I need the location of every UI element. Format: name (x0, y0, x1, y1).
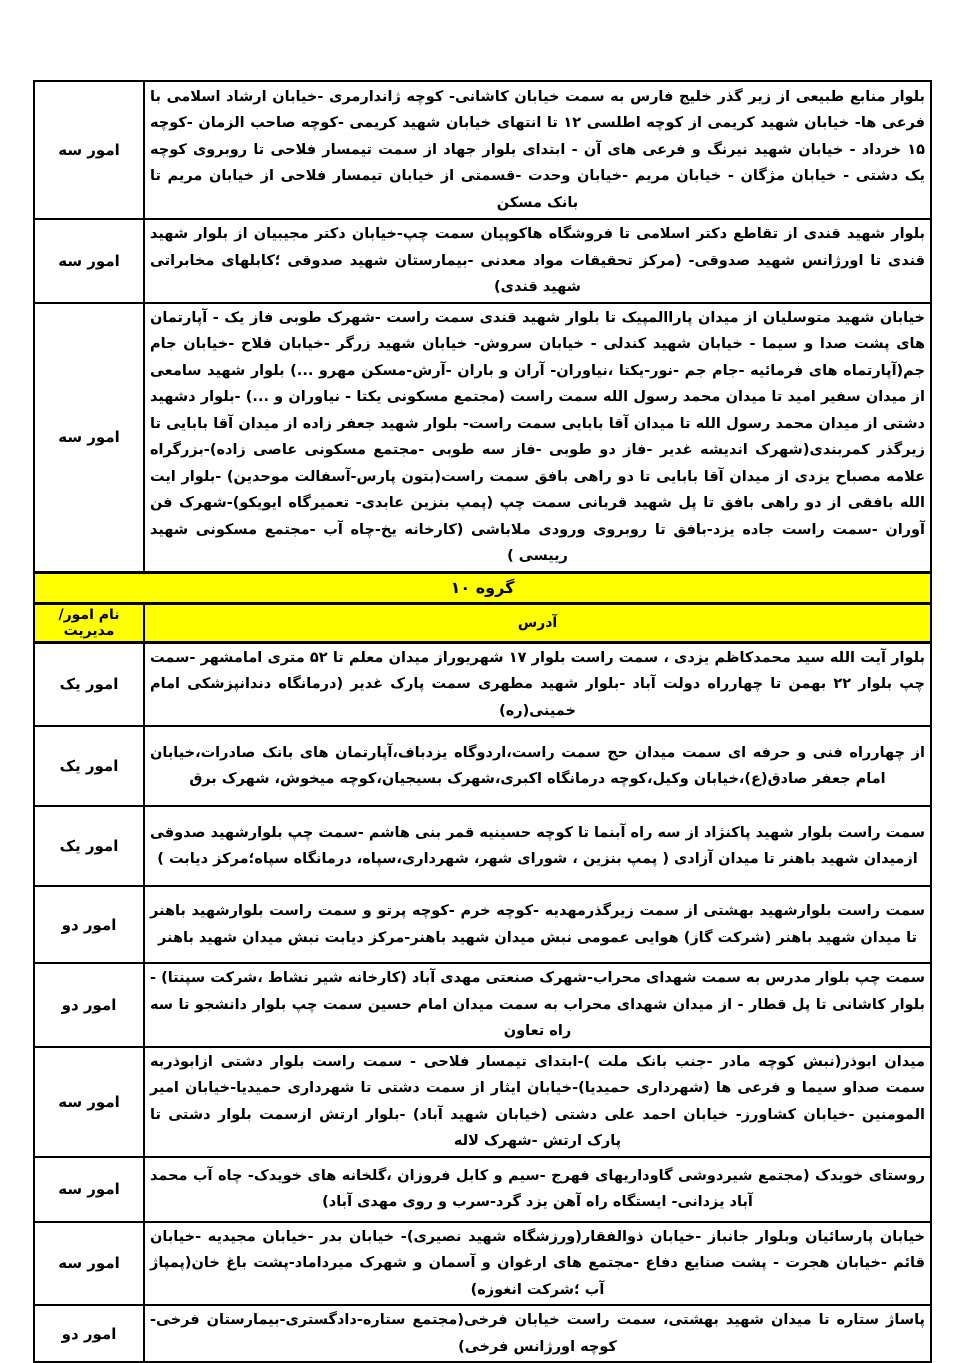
table-row (34, 806, 931, 886)
outage-table (33, 80, 932, 1363)
management-cell: امور سه (34, 81, 144, 219)
address-cell: خیابان شهید متوسلیان از میدان پاراالمپیک تا بلوار شهید قندی سمت راست -شهرک طوبی فاز یک - آپارتمان های پشت صدا و سیما - خیابان شهید کندلی - خیابان سروش- خیابان شهید زرگر -خیابان فلاح -خیابان جام جم(آپارتماه های فرمائیه -جام جم -نور-یکتا ،نیاوران- آران و باران -آرش-مسکن مهرو ...) بلوار شهید سامعی از میدان سفیر امید تا میدان محمد رسول الله سمت راست (مجتمع مسکونی یکتا - نیاوران و ...) -بلوار دشهید دشتی از میدان محمد رسول الله تا میدان آقا بابایی سمت راست- بلوار شهید جعفر زاده از میدان آقا بابایی تا زیرگذر کمربندی(شهرک اندیشه غدیر -فاز دو طوبی -فاز سه طوبی -مجتمع مسکونی عاصی زاده)-بزرگراه علامه مصباح یزدی از میدان آقا بابایی تا دو راهی بافق سمت راست(بتون پارس-آسفالت موحدین) -بلوار ایت الله بافقی از دو راهی بافق تا پل شهید قربانی سمت چپ (پمپ بنزین عابدی- تعمیرگاه ایویکو)-شهرک فن آوران -سمت راست جاده یزد-بافق تا روبروی ورودی ملاباشی (کارخانه یخ-چاه آب -مجتمع مسکونی شهید رییسی ) (144, 303, 931, 573)
table-row (34, 1157, 931, 1222)
management-cell: امور یک (34, 806, 144, 886)
table-row (34, 642, 931, 726)
table-row (34, 1047, 931, 1157)
address-cell: از چهارراه فنی و حرفه ای سمت میدان حج سمت راست،اردوگاه یزدباف،آپارتمان های بانک صادرات،خیابان امام جعفر صادق(ع)،خیابان وکیل،کوچه درمانگاه اکبری،شهرک بسیجیان،کوچه میخوش، شهرک برق (144, 726, 931, 806)
address-cell: روستای خویدک (مجتمع شیردوشی گاوداریهای فهرج -سیم و کابل فروزان ،گلخانه های خویدک- چاه آب محمد آباد یزدانی- ایستگاه راه آهن یزد گرد-سرب و روی مهدی آباد) (144, 1157, 931, 1222)
management-cell: امور سه (34, 1047, 144, 1157)
outage-schedule-sheet (33, 80, 932, 1363)
column-header-address: آدرس (144, 603, 931, 642)
management-cell: امور دو (34, 1305, 144, 1362)
address-cell: بلوار شهید قندی از تقاطع دکتر اسلامی تا فروشگاه هاکوپیان سمت چپ-خیابان دکتر مجیبیان از بلوار شهید قندی تا اورژانس شهید صدوقی- (مرکز تحقیقات مواد معدنی -بیمارستان شهید صدوقی ؛کابلهای مخابراتی شهید قندی) (144, 219, 931, 303)
group-header: گروه ۱۰ (34, 572, 931, 603)
management-cell: امور سه (34, 303, 144, 573)
address-cell: بلوار منابع طبیعی از زیر گذر خلیج فارس به سمت خیابان کاشانی- کوچه ژاندارمری -خیابان ارشاد اسلامی با فرعی ها- خیابان شهید کریمی از کوچه اطلسی ۱۲ تا انتهای خیابان شهید کریمی -کوچه صاحب الزمان -کوچه ۱۵ خرداد - خیابان شهید نیرنگ و فرعی های آن - ابتدای بلوار جهاد از سمت تیمسار فلاحی تا روبروی کوچه یک دشتی - خیابان مژگان - خیابان مریم -خیابان وحدت -قسمتی از خیابان تیمسار فلاحی از خیابان مریم تا بانک مسکن (144, 81, 931, 219)
table-row (34, 726, 931, 806)
address-cell: پاساژ ستاره تا میدان شهید بهشتی، سمت راست خیابان فرخی(مجتمع ستاره-دادگستری-بیمارستان فرخی-کوچه اورژانس فرخی) (144, 1305, 931, 1362)
address-cell: سمت راست بلوارشهید بهشتی از سمت زیرگذرمهدیه -کوچه خرم -کوچه پرتو و سمت راست بلوارشهید باهنر تا میدان شهید باهنر (شرکت گاز) هوایی عمومی نبش میدان شهید باهنر-مرکز دیابت نبش میدان شهید باهنر (144, 886, 931, 963)
table-row (34, 1222, 931, 1306)
table-row (34, 81, 931, 219)
management-cell: امور یک (34, 642, 144, 726)
management-cell: امور دو (34, 963, 144, 1047)
address-cell: خیابان پارسائیان وبلوار جانباز -خیابان ذوالفقار(ورزشگاه شهید نصیری)- خیابان بدر -خیابان مجیدیه -خیابان قائم -خیابان هجرت - پشت صنایع دفاع -مجتمع های ارغوان و آسمان و شهرک میرداماد-پشت باغ خان(پمپاژ آب ؛شرکت انغوزه) (144, 1222, 931, 1306)
address-cell: سمت چپ بلوار مدرس به سمت شهدای محراب-شهرک صنعتی مهدی آباد (کارخانه شیر نشاط ،شرکت سپنتا) - بلوار کاشانی تا پل قطار - از میدان شهدای محراب به سمت میدان امام حسین سمت چپ بلوار دانشجو تا سه راه تعاون (144, 963, 931, 1047)
management-cell: امور یک (34, 726, 144, 806)
column-header-management: نام امور/مدیریت (34, 603, 144, 642)
table-row (34, 1305, 931, 1362)
table-row (34, 219, 931, 303)
address-cell: میدان ابوذر(نبش کوچه مادر -جنب بانک ملت )-ابتدای تیمسار فلاحی - سمت راست بلوار دشتی ازابوذربه سمت صداو سیما و فرعی ها (شهرداری حمیدیا)-خیابان ایثار از سمت دشتی تا شهرداری حمیدیا-خیابان امیر المومنین -خیابان کشاورز- خیابان احمد علی دشتی (خیابان شهید آباد) -بلوار ارتش ازسمت بلوار دشتی تا پارک ارتش -شهرک لاله (144, 1047, 931, 1157)
group-header-row (34, 572, 931, 603)
table-row (34, 303, 931, 573)
address-cell: سمت راست بلوار شهید پاکنژاد از سه راه آبنما تا کوچه حسینیه قمر بنی هاشم -سمت چپ بلوارشهید صدوقی ازمیدان شهید باهنر تا میدان آزادی ( پمپ بنزین ، شورای شهر، شهرداری،سپاه، درمانگاه سپاه؛مرکز دیابت ) (144, 806, 931, 886)
management-cell: امور سه (34, 1222, 144, 1306)
column-header-row (34, 603, 931, 642)
management-cell: امور دو (34, 886, 144, 963)
table-row (34, 963, 931, 1047)
management-cell: امور سه (34, 1157, 144, 1222)
address-cell: بلوار آیت الله سید محمدکاظم یزدی ، سمت راست بلوار ۱۷ شهریوراز میدان معلم تا ۵۲ متری امامشهر -سمت چپ بلوار ۲۲ بهمن تا چهارراه دولت آباد -بلوار شهید مطهری سمت پارک غدیر (درمانگاه دندانپزشکی امام خمینی(ره) (144, 642, 931, 726)
management-cell: امور سه (34, 219, 144, 303)
table-row (34, 886, 931, 963)
